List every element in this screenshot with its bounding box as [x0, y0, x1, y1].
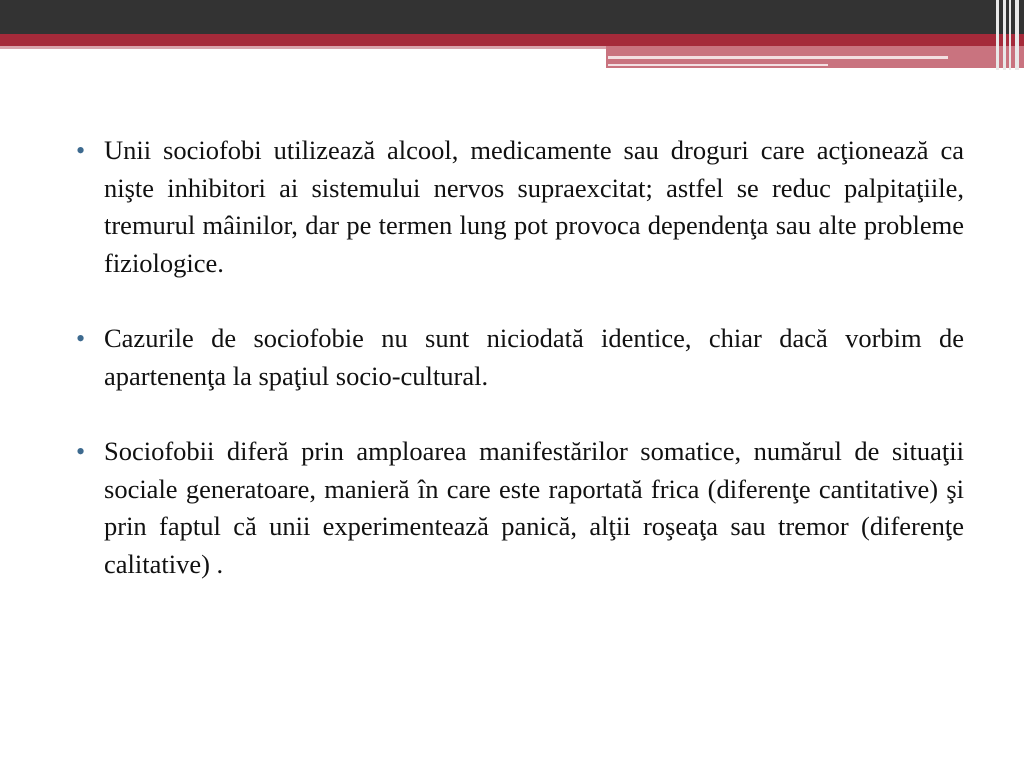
bullet-icon: • [76, 437, 86, 466]
header-dark-band [0, 0, 1024, 34]
header-vertical-stripes [994, 0, 1024, 70]
header-red-band [0, 34, 1024, 46]
list-item [76, 320, 964, 395]
stripe [1003, 0, 1006, 70]
bullet-text: Sociofobii diferă prin amploarea manifestărilor somatice, numărul de situaţii sociale generatoare, manieră în care este raportată frica (diferenţe cantitative) şi prin faptul că unii experimentează panică, alţii roşeaţa sau tremor (diferenţe calitative) . [104, 436, 964, 579]
header-light-line-short [608, 64, 828, 66]
list-item [76, 132, 964, 282]
stripe [1015, 0, 1019, 70]
bullet-text: Unii sociofobi utilizează alcool, medicamente sau droguri care acţionează ca nişte inhibitori ai sistemului nervos supraexcitat; astfel se reduc palpitaţiile, tremurul mâinilor, dar pe termen lung pot provoca dependenţa sau alte probleme fiziologice. [104, 135, 964, 278]
bullet-list [76, 132, 964, 621]
bullet-icon: • [76, 136, 86, 165]
stripe [1009, 0, 1011, 70]
header-pink-line [0, 46, 608, 49]
stripe [996, 0, 999, 70]
list-item [76, 433, 964, 583]
bullet-icon: • [76, 324, 86, 353]
header-light-line [608, 56, 948, 59]
bullet-text: Cazurile de sociofobie nu sunt niciodată identice, chiar dacă vorbim de apartenenţa la spaţiul socio-cultural. [104, 323, 964, 391]
